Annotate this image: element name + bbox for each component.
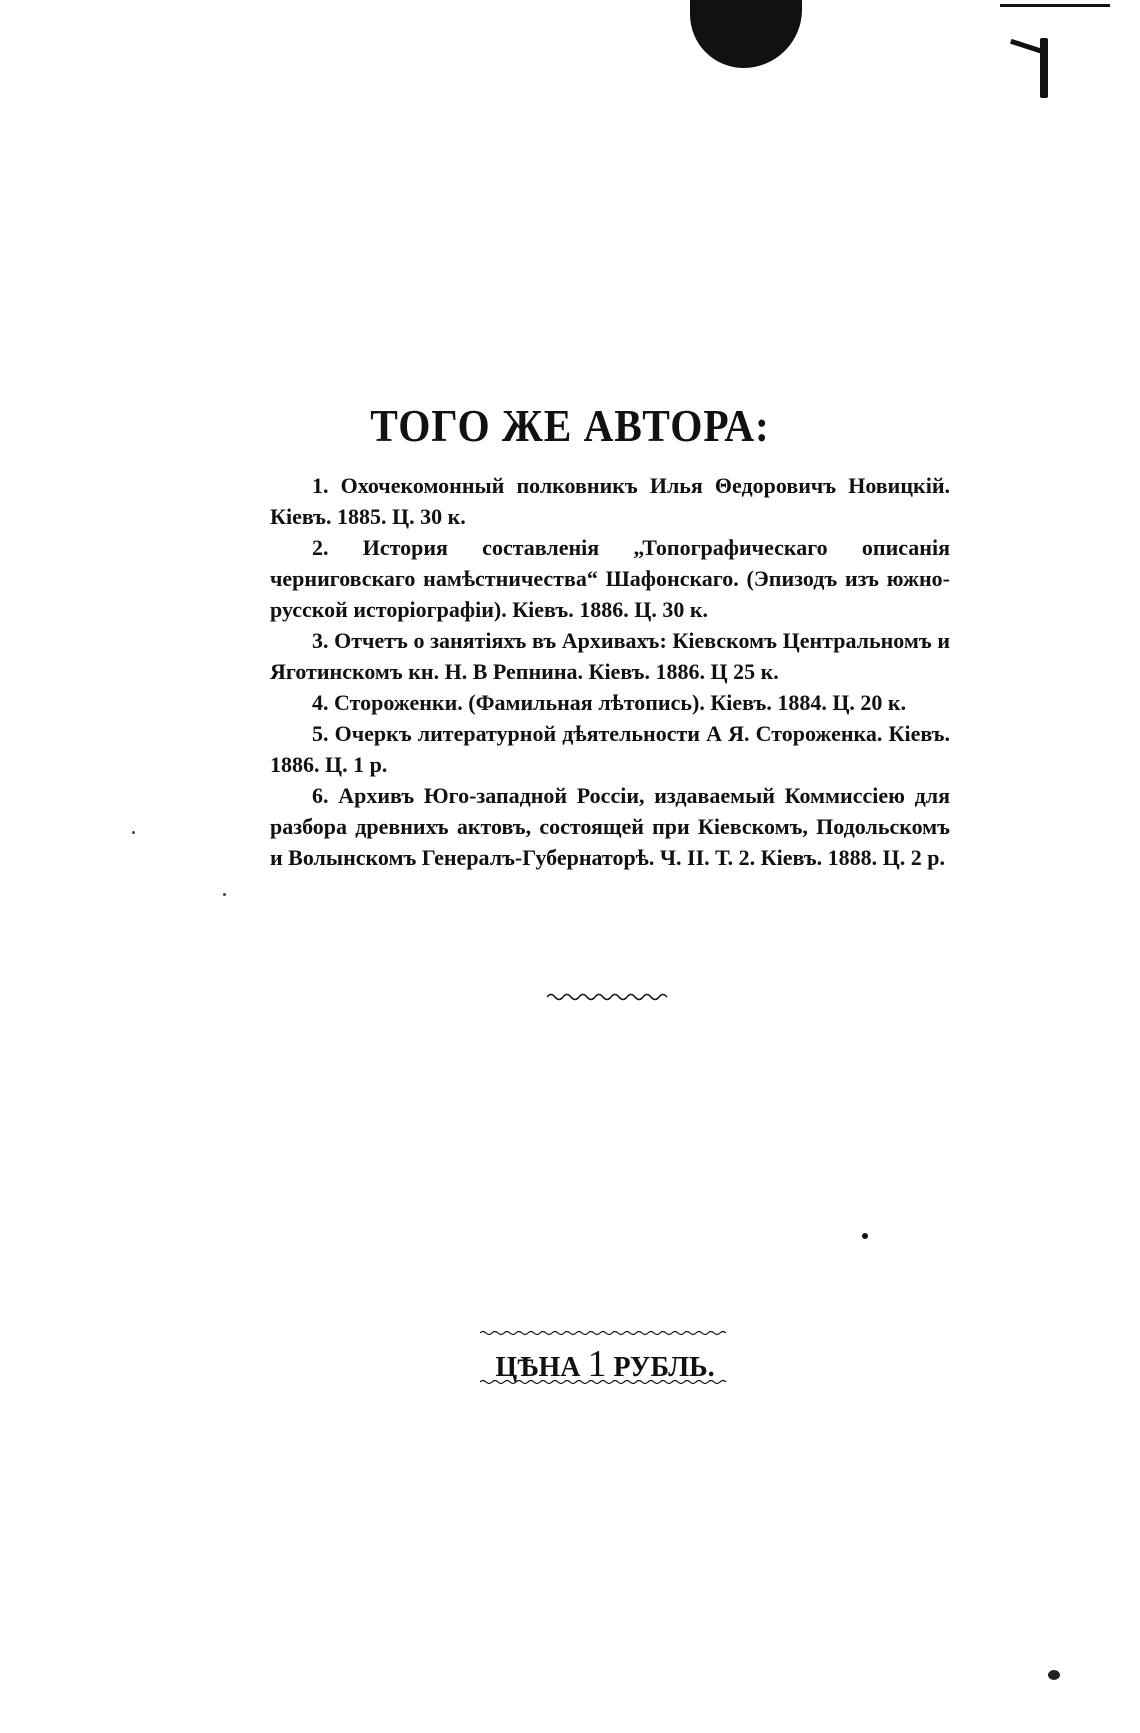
list-item: 4. Стороженки. (Фамильная лѣтопись). Кіевъ. 1884. Ц. 20 к. [312,690,907,715]
list-item: 3. Отчетъ о занятіяхъ въ Архивахъ: Кіевскомъ Центральномъ и Яготинскомъ кн. Н. В Репнина. Кіевъ. 1886. Ц 25 к. [270,628,950,684]
speck [862,1233,868,1239]
price-unit: РУБЛЬ. [613,1352,715,1383]
list-item: 2. История составленія „Топографическаго описанія черниговскаго намѣстничества“ Шафонскаго. (Эпизодъ изъ южно-русской исторіографіи). Кіевъ. 1886. Ц. 30 к. [270,535,950,622]
speck [1048,1670,1060,1680]
speck [223,893,226,896]
speck [132,831,135,834]
price-amount: 1 [587,1343,607,1385]
ink-mark-stroke [1010,39,1044,54]
list-item: 6. Архивъ Юго-западной Россіи, издаваемый Коммиссіею для разбора древнихъ актовъ, состоящей при Кіевскомъ, Подольскомъ и Волынскомъ Генералъ-Губернаторѣ. Ч. II. Т. 2. Кіевъ. 1888. Ц. 2 р. [270,783,950,870]
price-block [480,1330,730,1386]
wavy-divider [547,991,671,1001]
list-item: 1. Охочекомонный полковникъ Илья Θедоровичъ Новицкій. Кіевъ. 1885. Ц. 30 к. [270,473,950,529]
wavy-rule-top [480,1330,730,1336]
ink-mark [1040,38,1048,98]
works-list [270,470,950,873]
ink-blot [690,0,802,68]
price-word: ЦѢНА [495,1352,581,1383]
list-item: 5. Очеркъ литературной дѣятельности А Я. Стороженка. Кіевъ. 1886. Ц. 1 р. [270,721,950,777]
wavy-rule-bottom [480,1379,730,1385]
page-heading: ТОГО ЖЕ АВТОРА: [370,399,770,451]
ink-mark-top [1000,4,1110,7]
